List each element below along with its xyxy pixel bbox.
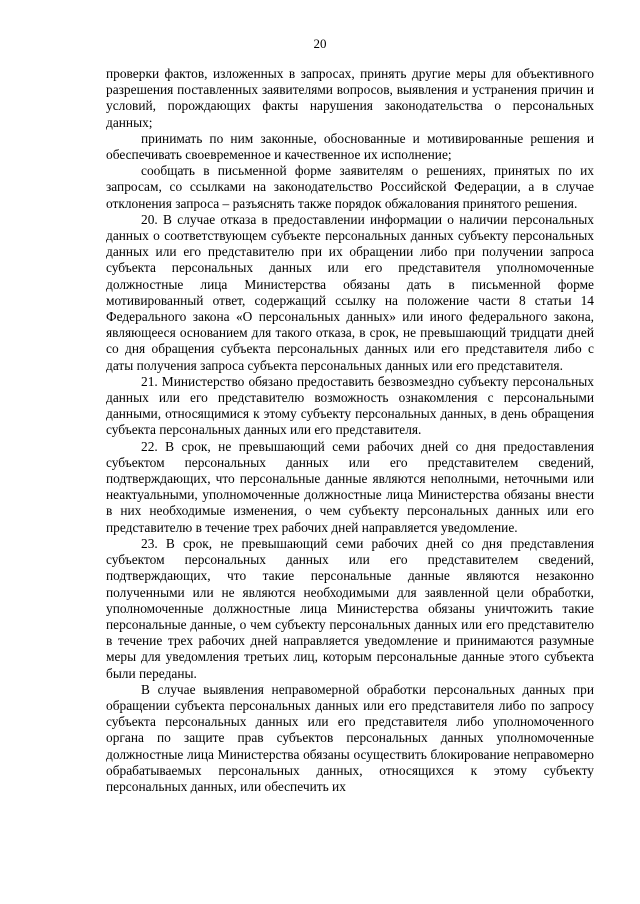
paragraph-unlawful-processing: В случае выявления неправомерной обработки персональных данных при обращении субъекта персональных данных или его представителя либо по запросу субъекта персональных данных или его представителя либо уполномоченного органа по защите прав субъектов персональных данных уполномоченные должностные лица Министерства обязаны осуществить блокирование неправомерно обрабатываемых персональных данных, относящихся к этому субъекту персональных данных, или обеспечить их <box>106 681 594 794</box>
paragraph-clause-22: 22. В срок, не превышающий семи рабочих дней со дня предоставления субъектом персональных данных или его представителем сведений, подтверждающих, что персональные данные являются неполными, неточными или неактуальными, уполномоченные должностные лица Министерства обязаны внести в них необходимые изменения, о чем субъекту персональных данных или его представителю в течение трех рабочих дней направляется уведомление. <box>106 438 594 535</box>
paragraph-clause-23: 23. В срок, не превышающий семи рабочих дней со дня представления субъектом персональных данных или его представителем сведений, подтверждающих, что такие персональные данные являются незаконно полученными или не являются необходимыми для заявленной цели обработки, уполномоченные должностные лица Министерства обязаны уничтожить такие персональные данные, о чем субъекту персональных данных или его представителю в течение трех рабочих дней направляется уведомление и принимаются разумные меры для уведомления третьих лиц, которым персональные данные этого субъекта были переданы. <box>106 535 594 681</box>
paragraph-clause-20: 20. В случае отказа в предоставлении информации о наличии персональных данных о соответствующем субъекте персональных данных субъекту персональных данных или его представителю при их обращении либо при получении запроса субъекта персональных данных или его представителя уполномоченные должностные лица Министерства обязаны дать в письменной форме мотивированный ответ, содержащий ссылку на положение части 8 статьи 14 Федерального закона «О персональных данных» или иного федерального закона, являющееся основанием для такого отказа, в срок, не превышающий тридцати дней со дня обращения субъекта персональных данных или его представителя либо с даты получения запроса субъекта персональных данных или его представителя. <box>106 211 594 373</box>
paragraph-notify: сообщать в письменной форме заявителям о решениях, принятых по их запросам, со ссылками на законодательство Российской Федерации, а в случае отклонения запроса – разъяснять также порядок обжалования принятого решения. <box>106 163 594 211</box>
paragraph-clause-21: 21. Министерство обязано предоставить безвозмездно субъекту персональных данных или его представителю возможность ознакомления с персональными данными, относящимися к этому субъекту персональных данных, в день обращения субъекта персональных данных или его представителя. <box>106 373 594 438</box>
paragraph-decisions: принимать по ним законные, обоснованные и мотивированные решения и обеспечивать своевременное и качественное их исполнение; <box>106 130 594 163</box>
document-body <box>106 66 594 795</box>
paragraph-continuation: проверки фактов, изложенных в запросах, принять другие меры для объективного разрешения поставленных заявителями вопросов, выявления и устранения причин и условий, порождающих факты нарушения законодательства о персональных данных; <box>106 66 594 130</box>
page-number: 20 <box>313 36 327 51</box>
